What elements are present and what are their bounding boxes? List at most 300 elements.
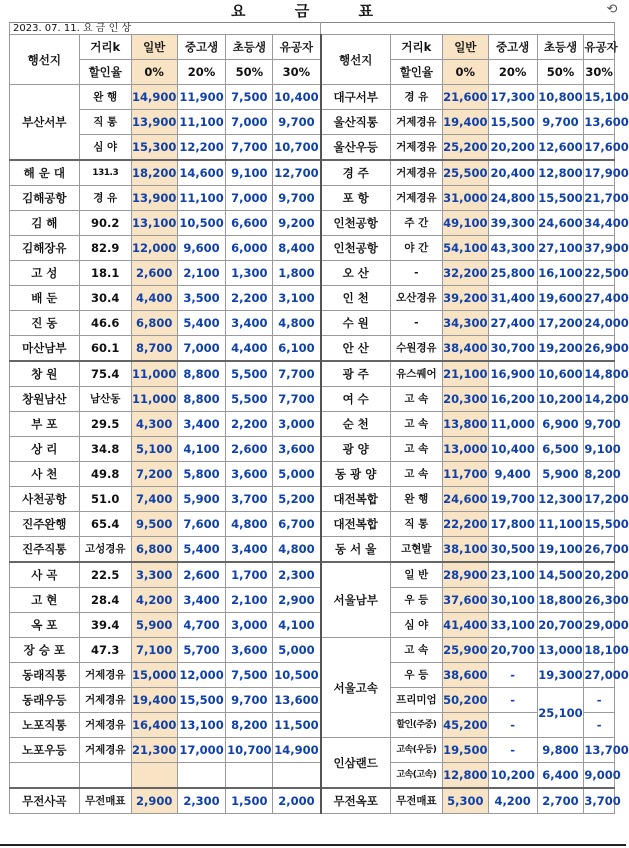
fare-merit: 10,500 (273, 663, 321, 688)
table-row (10, 336, 615, 362)
fare-middle-high: 15,500 (177, 688, 226, 713)
distance-cell (79, 763, 131, 789)
fare-merit: 6,100 (273, 336, 321, 362)
distance-cell: 우 등 (390, 588, 442, 613)
header-rate-general: 0% (442, 60, 488, 85)
fare-merit: 26,300 (584, 588, 615, 613)
fare-middle-high: 33,100 (488, 613, 537, 638)
destination-cell: 사 천 (10, 462, 80, 487)
fare-general: 12,800 (442, 763, 488, 789)
fare-general: 21,300 (131, 738, 177, 763)
table-row (10, 713, 615, 738)
destination-cell: 옥 포 (10, 613, 80, 638)
fare-middle-high: 2,100 (177, 261, 226, 286)
fare-middle-high: - (488, 713, 537, 738)
date-note: 2023. 07. 11. 요 금 인 상 (10, 23, 321, 35)
distance-cell: 고 속 (390, 638, 442, 663)
fare-elementary: 10,200 (537, 387, 584, 412)
distance-cell: 고성경유 (79, 537, 131, 563)
distance-cell: 거제경유 (390, 160, 442, 186)
destination-cell (10, 763, 80, 789)
distance-cell: 22.5 (79, 562, 131, 588)
fare-general: 22,200 (442, 512, 488, 537)
fare-middle-high: 10,400 (488, 437, 537, 462)
destination-cell: 여 수 (321, 387, 391, 412)
distance-cell: 수원경유 (390, 336, 442, 362)
fare-elementary: 14,500 (537, 562, 584, 588)
fare-elementary: 2,100 (226, 588, 273, 613)
fare-merit: 4,800 (273, 311, 321, 336)
fare-general: 8,700 (131, 336, 177, 362)
destination-cell: 동 서 울 (321, 537, 391, 563)
fare-merit: 5,000 (273, 638, 321, 663)
fare-elementary: 10,700 (226, 738, 273, 763)
fare-general: 19,400 (442, 110, 488, 135)
fare-merit: 6,700 (273, 512, 321, 537)
table-row (10, 688, 615, 713)
fare-middle-high: - (488, 738, 537, 763)
fare-middle-high: 4,700 (177, 613, 226, 638)
fare-middle-high: 17,300 (488, 85, 537, 110)
destination-cell: 인천공항 (321, 236, 391, 261)
fare-middle-high: 15,500 (488, 110, 537, 135)
fare-merit: 3,700 (584, 788, 615, 814)
fare-merit: 8,400 (273, 236, 321, 261)
distance-cell: 거제경유 (79, 713, 131, 738)
distance-cell: 28.4 (79, 588, 131, 613)
destination-cell: 김 해 (10, 211, 80, 236)
fare-elementary: 10,800 (537, 85, 584, 110)
fare-elementary: 19,200 (537, 336, 584, 362)
fare-merit: 12,700 (273, 160, 321, 186)
fare-general: 25,500 (442, 160, 488, 186)
fare-elementary: 24,600 (537, 211, 584, 236)
table-row (10, 85, 615, 110)
fare-general: 2,900 (131, 788, 177, 814)
fare-middle-high: 7,600 (177, 512, 226, 537)
fare-general: 18,200 (131, 160, 177, 186)
fare-elementary: 9,800 (537, 738, 584, 763)
destination-cell: 인삼랜드 (321, 738, 391, 789)
fare-middle-high: 12,200 (177, 135, 226, 161)
fare-elementary: 17,200 (537, 311, 584, 336)
destination-cell: 노포직통 (10, 713, 80, 738)
fare-general: 19,500 (442, 738, 488, 763)
fare-elementary: 6,600 (226, 211, 273, 236)
destination-cell: 김해공항 (10, 186, 80, 211)
fare-middle-high: 17,000 (177, 738, 226, 763)
header-middle-high: 중고생 (177, 35, 226, 60)
fare-merit: 2,300 (273, 562, 321, 588)
fare-elementary: 27,100 (537, 236, 584, 261)
destination-cell: 부 포 (10, 412, 80, 437)
fare-merit: 27,000 (584, 663, 615, 688)
fare-elementary: 2,700 (537, 788, 584, 814)
distance-cell: 경 유 (390, 85, 442, 110)
fare-elementary: 5,500 (226, 387, 273, 412)
corner-icon[interactable]: ⟲ (606, 2, 618, 17)
distance-cell: 무전매표 (390, 788, 442, 814)
distance-cell: 고 속 (390, 387, 442, 412)
fare-merit: 11,500 (273, 713, 321, 738)
fare-elementary: 9,100 (226, 160, 273, 186)
destination-cell: 김해장유 (10, 236, 80, 261)
distance-cell: 직 통 (390, 512, 442, 537)
fare-middle-high: 3,500 (177, 286, 226, 311)
fare-general: 16,400 (131, 713, 177, 738)
distance-cell: 일 반 (390, 562, 442, 588)
fare-general: 13,100 (131, 211, 177, 236)
fare-middle-high (177, 763, 226, 789)
distance-cell: 60.1 (79, 336, 131, 362)
fare-middle-high: 16,200 (488, 387, 537, 412)
table-row (10, 186, 615, 211)
fare-merit: 9,700 (273, 186, 321, 211)
fare-merit: 29,000 (584, 613, 615, 638)
fare-merit: 8,200 (584, 462, 615, 487)
destination-cell: 오 산 (321, 261, 391, 286)
fare-merit: 7,700 (273, 361, 321, 387)
fare-middle-high: 30,500 (488, 537, 537, 563)
fare-merit: 5,200 (273, 487, 321, 512)
fare-general: 25,200 (442, 135, 488, 161)
fare-merit (273, 763, 321, 789)
fare-general: 15,300 (131, 135, 177, 161)
fare-middle-high: 30,700 (488, 336, 537, 362)
fare-general: 5,100 (131, 437, 177, 462)
destination-cell: 해 운 대 (10, 160, 80, 186)
fare-elementary: 13,000 (537, 638, 584, 663)
fare-middle-high: 14,600 (177, 160, 226, 186)
table-row (10, 261, 615, 286)
table-row (10, 537, 615, 563)
fare-merit: 17,600 (584, 135, 615, 161)
fare-middle-high: - (488, 663, 537, 688)
header-route: 행선지 (321, 35, 391, 85)
fare-elementary: 25,100 (537, 688, 584, 738)
destination-cell: 배 둔 (10, 286, 80, 311)
table-row (10, 311, 615, 336)
fare-general: 20,300 (442, 387, 488, 412)
destination-cell: 서울남부 (321, 562, 391, 638)
fare-elementary: 7,700 (226, 135, 273, 161)
destination-cell: 동래우등 (10, 688, 80, 713)
header-distance: 거리k (390, 35, 442, 60)
fare-general: 3,300 (131, 562, 177, 588)
distance-cell: 거제경유 (390, 135, 442, 161)
distance-cell: - (390, 261, 442, 286)
table-row (10, 788, 615, 814)
fare-elementary: 9,700 (226, 688, 273, 713)
destination-cell: 광 양 (321, 437, 391, 462)
fare-general: 9,500 (131, 512, 177, 537)
fare-general: 41,400 (442, 613, 488, 638)
table-row (10, 462, 615, 487)
destination-cell: 사천공항 (10, 487, 80, 512)
header-general: 일반 (442, 35, 488, 60)
fare-elementary: 4,400 (226, 336, 273, 362)
destination-cell: 울산직통 (321, 110, 391, 135)
fare-elementary: 2,200 (226, 412, 273, 437)
fare-middle-high: 8,800 (177, 387, 226, 412)
table-row (10, 663, 615, 688)
fare-general: 45,200 (442, 713, 488, 738)
distance-cell: 거제경유 (390, 186, 442, 211)
fare-general: 34,300 (442, 311, 488, 336)
fare-merit: - (584, 713, 615, 738)
fare-merit: 13,600 (273, 688, 321, 713)
fare-elementary: 3,600 (226, 462, 273, 487)
destination-cell: 고 현 (10, 588, 80, 613)
fare-elementary: 7,000 (226, 186, 273, 211)
fare-general: 13,900 (131, 186, 177, 211)
header-middle-high: 중고생 (488, 35, 537, 60)
table-row (10, 562, 615, 588)
fare-middle-high: 20,200 (488, 135, 537, 161)
fare-middle-high: 5,700 (177, 638, 226, 663)
fare-general: 39,200 (442, 286, 488, 311)
destination-cell: 창원남산 (10, 387, 80, 412)
distance-cell: 거제경유 (79, 688, 131, 713)
fare-general: 54,100 (442, 236, 488, 261)
fare-elementary: 3,000 (226, 613, 273, 638)
fare-elementary: 18,800 (537, 588, 584, 613)
destination-cell: 울산우등 (321, 135, 391, 161)
fare-middle-high: 4,100 (177, 437, 226, 462)
header-elementary: 초등생 (537, 35, 584, 60)
distance-cell: 직 통 (79, 110, 131, 135)
fare-merit: 2,000 (273, 788, 321, 814)
distance-cell: 완 행 (79, 85, 131, 110)
table-row (10, 613, 615, 638)
fare-merit: 13,700 (584, 738, 615, 763)
fare-elementary: 3,400 (226, 537, 273, 563)
fare-general: 21,600 (442, 85, 488, 110)
fare-general: 49,100 (442, 211, 488, 236)
distance-cell: 18.1 (79, 261, 131, 286)
fare-elementary: 7,000 (226, 110, 273, 135)
fare-elementary: 19,600 (537, 286, 584, 311)
fare-elementary: 3,700 (226, 487, 273, 512)
fare-general: 19,400 (131, 688, 177, 713)
destination-cell: 대구서부 (321, 85, 391, 110)
destination-cell: 무전사곡 (10, 788, 80, 814)
fare-middle-high: 16,900 (488, 361, 537, 387)
fare-general: 4,200 (131, 588, 177, 613)
fare-elementary (226, 763, 273, 789)
destination-cell: 장 승 포 (10, 638, 80, 663)
distance-cell: 야 간 (390, 236, 442, 261)
fare-middle-high: 11,100 (177, 110, 226, 135)
fare-middle-high: 25,800 (488, 261, 537, 286)
distance-cell: 우 등 (390, 663, 442, 688)
destination-cell: 포 항 (321, 186, 391, 211)
fare-middle-high: - (488, 688, 537, 713)
fare-general: 13,800 (442, 412, 488, 437)
distance-cell: 경 유 (79, 186, 131, 211)
fare-middle-high: 20,400 (488, 160, 537, 186)
fare-middle-high: 9,400 (488, 462, 537, 487)
fare-middle-high: 17,800 (488, 512, 537, 537)
distance-cell: 완 행 (390, 487, 442, 512)
fare-middle-high: 5,400 (177, 311, 226, 336)
fare-elementary: 19,300 (537, 663, 584, 688)
destination-cell: 부산서부 (10, 85, 80, 161)
destination-cell: 마산남부 (10, 336, 80, 362)
fare-merit: 9,700 (584, 412, 615, 437)
fare-merit: 21,700 (584, 186, 615, 211)
table-row (10, 211, 615, 236)
distance-cell: 고 속 (390, 437, 442, 462)
fare-middle-high: 7,000 (177, 336, 226, 362)
fare-merit: 20,200 (584, 562, 615, 588)
fare-middle-high: 19,700 (488, 487, 537, 512)
fare-merit: 10,400 (273, 85, 321, 110)
header-merit: 유공자 (273, 35, 321, 60)
table-row (10, 135, 615, 161)
fare-merit: 15,500 (584, 512, 615, 537)
distance-cell: 고 속 (390, 412, 442, 437)
distance-cell: 거제경유 (390, 110, 442, 135)
fare-middle-high: 23,100 (488, 562, 537, 588)
fare-general: 11,000 (131, 361, 177, 387)
destination-cell: 광 주 (321, 361, 391, 387)
fare-middle-high: 30,100 (488, 588, 537, 613)
fare-merit: 18,100 (584, 638, 615, 663)
destination-cell: 경 주 (321, 160, 391, 186)
table-row (10, 588, 615, 613)
fare-elementary: 4,800 (226, 512, 273, 537)
fare-merit: 9,100 (584, 437, 615, 462)
header-rate-merit: 30% (273, 60, 321, 85)
fare-table (9, 22, 629, 814)
fare-merit: 2,900 (273, 588, 321, 613)
fare-middle-high: 3,400 (177, 412, 226, 437)
fare-general: 4,400 (131, 286, 177, 311)
table-row (10, 236, 615, 261)
destination-cell: 순 천 (321, 412, 391, 437)
fare-merit: 14,200 (584, 387, 615, 412)
fare-general: 11,000 (131, 387, 177, 412)
fare-general: 50,200 (442, 688, 488, 713)
fare-elementary: 19,100 (537, 537, 584, 563)
fare-middle-high: 2,300 (177, 788, 226, 814)
distance-cell: 29.5 (79, 412, 131, 437)
distance-cell: 거제경유 (79, 738, 131, 763)
fare-merit: 24,000 (584, 311, 615, 336)
fare-elementary: 12,600 (537, 135, 584, 161)
fare-middle-high: 4,200 (488, 788, 537, 814)
fare-merit: 3,100 (273, 286, 321, 311)
header-merit: 유공자 (584, 35, 615, 60)
fare-elementary: 20,700 (537, 613, 584, 638)
fare-elementary: 7,500 (226, 85, 273, 110)
header-rate-middle-high: 20% (177, 60, 226, 85)
table-row (10, 437, 615, 462)
fare-merit: 26,900 (584, 336, 615, 362)
header-rate-elementary: 50% (537, 60, 584, 85)
fare-general: 5,300 (442, 788, 488, 814)
table-row (10, 738, 615, 763)
page-title: 요 금 표 (231, 2, 395, 20)
table-row (10, 387, 615, 412)
fare-merit: 9,000 (584, 763, 615, 789)
fare-merit: 37,900 (584, 236, 615, 261)
destination-cell: 노포우등 (10, 738, 80, 763)
bottom-rule (0, 844, 626, 846)
fare-general: 24,600 (442, 487, 488, 512)
fare-middle-high: 10,200 (488, 763, 537, 789)
fare-elementary: 3,400 (226, 311, 273, 336)
fare-middle-high: 20,700 (488, 638, 537, 663)
fare-merit: 7,700 (273, 387, 321, 412)
fare-elementary: 6,500 (537, 437, 584, 462)
destination-cell: 무전옥포 (321, 788, 391, 814)
distance-cell: 무전매표 (79, 788, 131, 814)
fare-middle-high: 11,000 (488, 412, 537, 437)
distance-cell: 거제경유 (79, 663, 131, 688)
distance-cell: 할인(주중) (390, 713, 442, 738)
table-row (10, 286, 615, 311)
fare-merit: 15,100 (584, 85, 615, 110)
destination-cell: 수 원 (321, 311, 391, 336)
fare-elementary: 6,000 (226, 236, 273, 261)
distance-cell: 34.8 (79, 437, 131, 462)
distance-cell: - (390, 311, 442, 336)
distance-cell: 82.9 (79, 236, 131, 261)
distance-cell: 51.0 (79, 487, 131, 512)
table-row (10, 512, 615, 537)
distance-cell: 유스퀘어 (390, 361, 442, 387)
distance-cell: 65.4 (79, 512, 131, 537)
fare-merit: 22,500 (584, 261, 615, 286)
header-general: 일반 (131, 35, 177, 60)
distance-cell: 47.3 (79, 638, 131, 663)
fare-middle-high: 8,800 (177, 361, 226, 387)
distance-cell: 30.4 (79, 286, 131, 311)
distance-cell: 심 야 (79, 135, 131, 161)
fare-merit: 17,200 (584, 487, 615, 512)
fare-elementary: 6,900 (537, 412, 584, 437)
fare-general: 15,000 (131, 663, 177, 688)
fare-general: 13,900 (131, 110, 177, 135)
fare-elementary: 12,800 (537, 160, 584, 186)
destination-cell: 상 리 (10, 437, 80, 462)
table-row (10, 638, 615, 663)
fare-general: 7,400 (131, 487, 177, 512)
fare-middle-high: 2,600 (177, 562, 226, 588)
fare-general: 32,200 (442, 261, 488, 286)
fare-middle-high: 12,000 (177, 663, 226, 688)
fare-general: 21,100 (442, 361, 488, 387)
table-row (10, 361, 615, 387)
fare-general: 6,800 (131, 537, 177, 563)
fare-middle-high: 24,800 (488, 186, 537, 211)
fare-middle-high: 43,300 (488, 236, 537, 261)
header-rate-general: 0% (131, 60, 177, 85)
fare-middle-high: 5,400 (177, 537, 226, 563)
distance-cell: 남산동 (79, 387, 131, 412)
destination-cell: 대전복합 (321, 487, 391, 512)
fare-elementary: 1,300 (226, 261, 273, 286)
fare-elementary: 12,300 (537, 487, 584, 512)
distance-cell: 고속(우등) (390, 738, 442, 763)
fare-general: 38,100 (442, 537, 488, 563)
fare-general: 13,000 (442, 437, 488, 462)
fare-general: 38,600 (442, 663, 488, 688)
fare-elementary: 5,900 (537, 462, 584, 487)
distance-cell: 오산경유 (390, 286, 442, 311)
